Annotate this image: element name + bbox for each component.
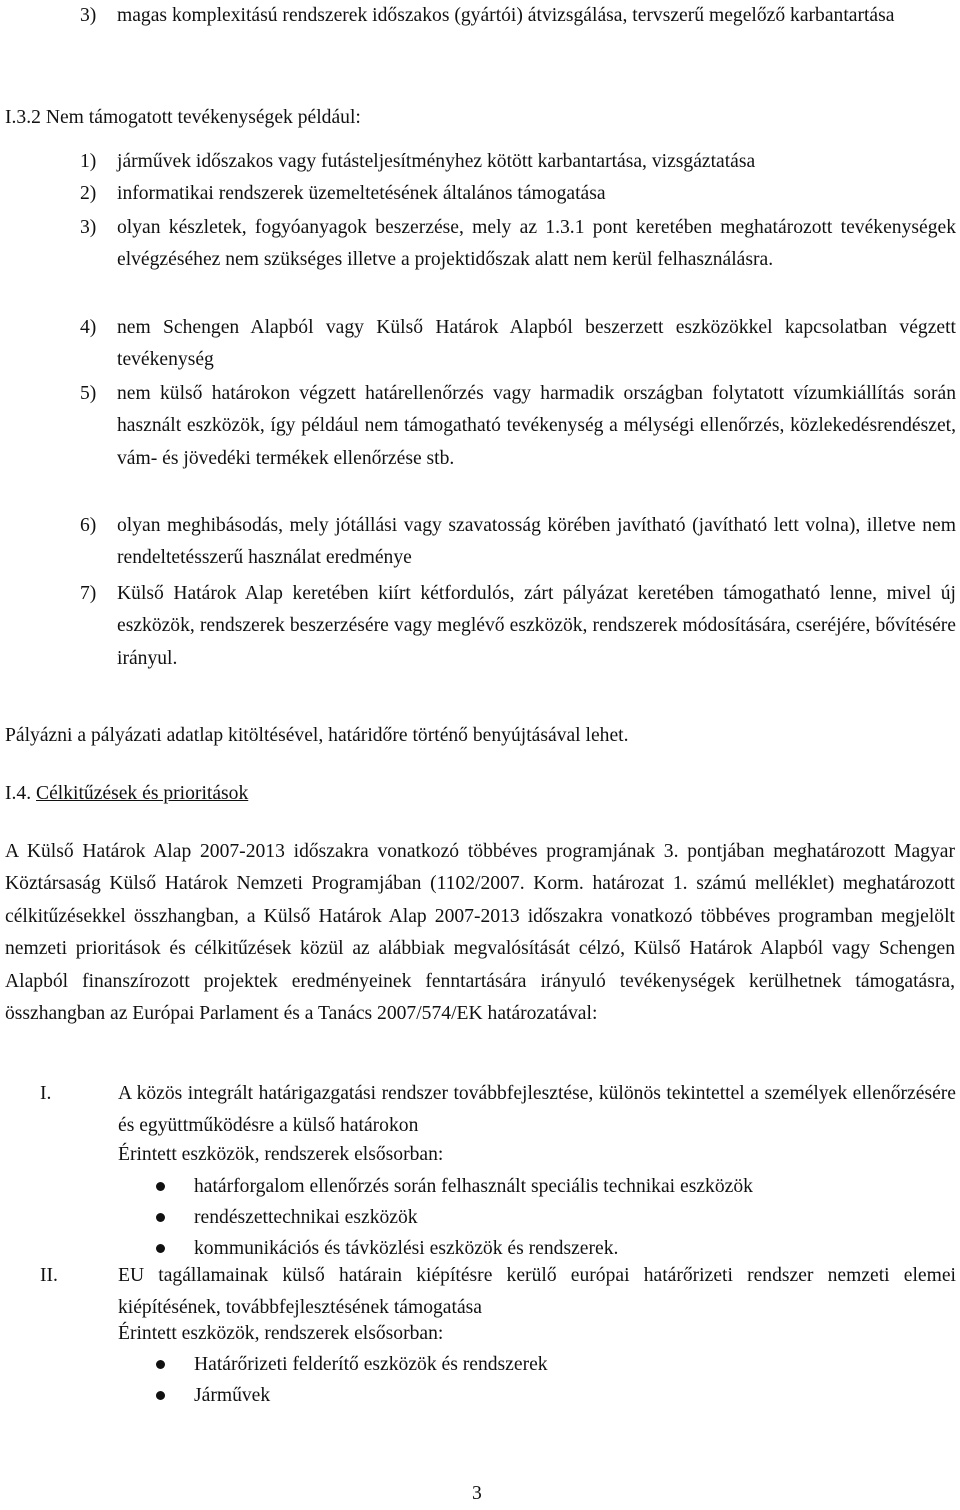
section-heading-14 [5,778,248,810]
apply-paragraph: Pályázni a pályázati adatlap kitöltésével, határidőre történő benyújtásával lehet. [5,725,629,746]
bullet-text: határforgalom ellenőrzés során felhasznált speciális technikai eszközök [194,1176,753,1197]
list-number: 3) [80,217,97,238]
list-number: 7) [80,583,97,604]
list-text: informatikai rendszerek üzemeltetésének általános támogatása [117,183,606,204]
bullet-dot-icon [156,1360,165,1369]
bullet-dot-icon [156,1391,165,1400]
list-item [80,578,956,675]
bullet-item [118,1349,548,1380]
list-item [80,212,956,277]
bullet-item [118,1380,548,1411]
bullet-text: Határőrizeti felderítő eszközök és rendszerek [194,1354,548,1375]
list-number: 3) [80,5,97,26]
list-number: 1) [80,151,97,172]
list-text: Külső Határok Alap keretében kiírt kétfordulós, zárt pályázat keretében támogatható lenne, mivel új eszközök, rendszerek beszerzésére vagy meglévő eszközök, rendszerek módosítására, cseréjére, bővítésére irányul. [117,583,956,669]
objectives-paragraph: A Külső Határok Alap 2007-2013 időszakra vonatkozó többéves programjának 3. pontjában meghatározott Magyar Köztársaság Külső Határok Nemzeti Programjában (1102/2007. Korm. határozat 1. számú melléklet) meghatározott célkitűzésekkel összhangban, a Külső Határok Alap 2007-2013 időszakra vonatkozó többéves programban megjelölt nemzeti prioritások és célkitűzések közül az alábbiak megvalósítását célzó, Külső Határok Alapból vagy Schengen Alapból finanszírozott projektek eredményeinek fenntartására irányuló tevékenységek kerülhetnek támogatásra, összhangban az Európai Parlament és a Tanács 2007/574/EK határozatával: [5,841,955,1025]
bullet-item [118,1171,753,1202]
affected-label: Érintett eszközök, rendszerek elsősorban: [118,1144,444,1165]
bullet-list [118,1171,753,1264]
bullet-dot-icon [156,1182,165,1191]
section-heading-132: I.3.2 Nem támogatott tevékenységek például: [5,107,361,128]
bullet-dot-icon [156,1244,165,1253]
bullet-text: Járművek [194,1385,271,1406]
bullet-item [118,1202,753,1233]
list-number: 2) [80,183,97,204]
list-number: 4) [80,317,97,338]
list-text: olyan meghibásodás, mely jótállási vagy szavatosság körében javítható (javítható lett volna), illetve nem rendeltetésszerű használat eredménye [117,515,956,569]
bullet-dot-icon [156,1213,165,1222]
list-text: magas komplexitású rendszerek időszakos (gyártói) átvizsgálása, tervszerű megelőző karbantartása [117,5,895,26]
page-number: 3 [472,1483,482,1504]
affected-label: Érintett eszközök, rendszerek elsősorban: [118,1323,444,1344]
list-item [80,146,956,178]
list-text: olyan készletek, fogyóanyagok beszerzése, mely az 1.3.1 pont keretében meghatározott tevékenységek elvégzéséhez nem szükséges illetve a projektidőszak alatt nem kerül felhasználásra. [117,217,956,271]
bullet-text: kommunikációs és távközlési eszközök és rendszerek. [194,1238,619,1259]
list-number: 6) [80,515,97,536]
priority-text: A közös integrált határigazgatási rendszer továbbfejlesztése, különös tekintettel a személyek ellenőrzésére és együttműködésre a külső határokon [118,1083,956,1137]
list-item [80,510,956,575]
list-item [80,178,956,210]
priority-item [40,1260,956,1325]
list-item [80,378,956,475]
priority-item [40,1078,956,1143]
section-number: I.4. [5,783,32,804]
list-text: nem külső határokon végzett határellenőrzés vagy harmadik országban folytatott vízumkiállítás során használt eszközök, így például nem támogatható tevékenység a mélységi ellenőrzés, közlekedésrendészet, vám- és jövedéki termékek ellenőrzése stb. [117,383,956,469]
priority-text: EU tagállamainak külső határain kiépítésre kerülő európai határőrizeti rendszer nemzeti elemei kiépítésének, továbbfejlesztésének támogatása [118,1265,956,1319]
bullet-text: rendészettechnikai eszközök [194,1207,418,1228]
priority-number: I. [40,1083,52,1104]
list-text: járművek időszakos vagy futásteljesítményhez kötött karbantartása, vizsgáztatása [117,151,756,172]
list-number: 5) [80,383,97,404]
list-item [80,0,956,32]
bullet-list [118,1349,548,1411]
priority-number: II. [40,1265,58,1286]
section-title: Célkitűzések és prioritások [36,783,249,804]
list-text: nem Schengen Alapból vagy Külső Határok Alapból beszerzett eszközökkel kapcsolatban végzett tevékenység [117,317,956,371]
list-item [80,312,956,377]
